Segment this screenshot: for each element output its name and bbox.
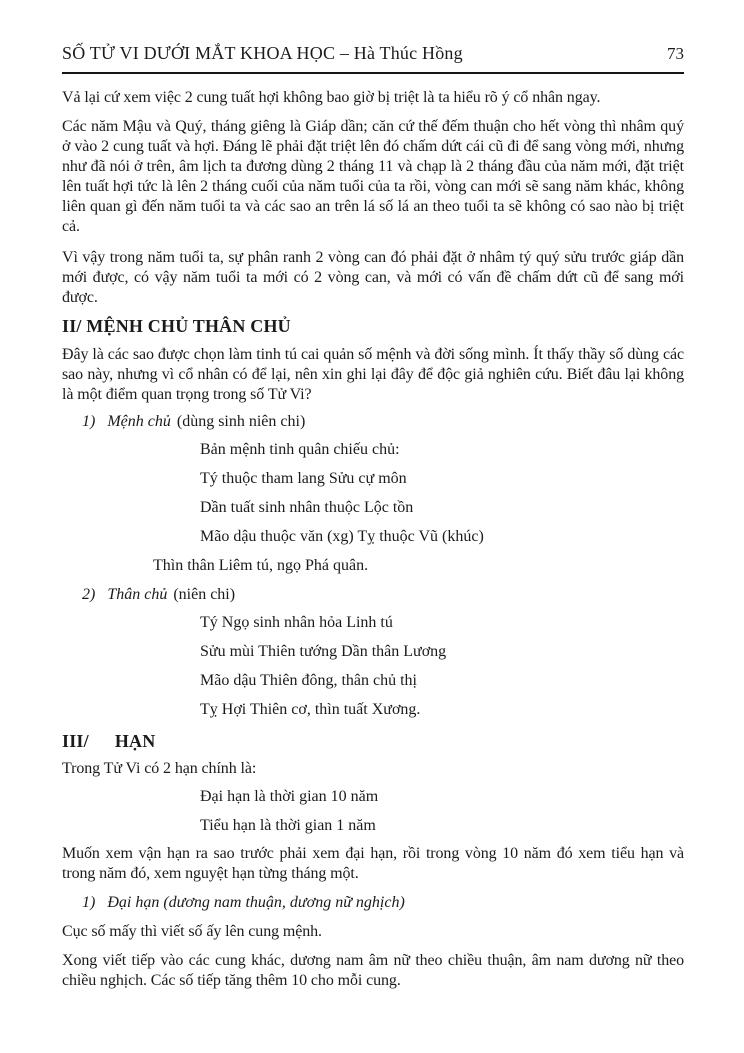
section-number: III/ — [62, 731, 89, 751]
section3-paragraph-3: Xong viết tiếp vào các cung khác, dương nam âm nữ theo chiều thuận, âm nam dương nữ theo chiều nghịch. Các số tiếp tăng thêm 10 cho mỗi cung. — [62, 952, 684, 989]
section3-paragraph-1: Muốn xem vận hạn ra sao trước phải xem đại hạn, rồi trong vòng 10 năm đó xem tiểu hạn và trong năm đó, xem nguyệt hạn từng tháng một. — [62, 845, 684, 882]
list-item-note: (dùng sinh niên chi) — [176, 413, 306, 430]
paragraph-2: Các năm Mậu và Quý, tháng giêng là Giáp dần; căn cứ thế đếm thuận cho hết vòng thì nhâm quý ở vào 2 cung tuất và hợi. Đáng lẽ phải đặt triệt lên đó chấm dứt cái cũ đi để sang vòng mới, nhưng như đã nói ở trên, âm lịch ta đương dùng 2 tháng 11 và chạp là 2 tháng đầu của năm mới, đặt triệt lên tuất hợi tức là lên 2 tháng cuối của năm tuổi của ta rồi, vòng can mới sẽ sang năm khác, không liên quan gì đến năm tuổi ta và các sao an trên lá số lá an theo tuổi ta sẽ không có sao nào bị triệt cả. — [62, 118, 684, 235]
list-item-title: Mệnh chủ — [107, 413, 171, 430]
list-item-number: 1) — [82, 894, 96, 911]
section-title: HẠN — [114, 731, 156, 751]
verse-line: Thìn thân Liêm tú, ngọ Phá quân. — [153, 557, 369, 574]
verse-line: Dần tuất sinh nhân thuộc Lộc tồn — [200, 499, 414, 516]
verse-line: Đại hạn là thời gian 10 năm — [200, 788, 379, 805]
paragraph-3: Vì vậy trong năm tuổi ta, sự phân ranh 2 vòng can đó phải đặt ở nhâm tý quý sửu trước giáp dần mới được, có vậy năm tuổi ta mới có 2 vòng can, và mới có vấn đề chấm dứt cũ để sang mới được. — [62, 249, 684, 306]
verse-line: Mão dậu Thiên đông, thân chủ thị — [200, 672, 417, 689]
section3-paragraph-2: Cục số mấy thì viết số ấy lên cung mệnh. — [62, 923, 322, 940]
list-item-than-chu — [62, 585, 684, 605]
verse-line: Bản mệnh tinh quân chiếu chủ: — [200, 441, 400, 458]
verse-line: Sửu mùi Thiên tướng Dần thân Lương — [200, 643, 447, 660]
list-item-menh-chu — [62, 412, 684, 432]
verse-line: Tý thuộc tham lang Sửu cự môn — [200, 470, 407, 487]
page-number: 73 — [667, 44, 684, 63]
verse-line: Mão dậu thuộc văn (xg) Tỵ thuộc Vũ (khúc) — [200, 528, 484, 545]
list-item-number: 2) — [82, 586, 96, 603]
list-item-note: (niên chi) — [173, 586, 236, 603]
list-item-title: Đại hạn (dương nam thuận, dương nữ nghịch) — [107, 894, 405, 911]
list-item-dai-han — [62, 893, 684, 913]
header-rule — [62, 72, 684, 74]
list-item-number: 1) — [82, 413, 96, 430]
verse-line: Tý Ngọ sinh nhân hỏa Linh tú — [200, 614, 393, 631]
verse-line: Tỵ Hợi Thiên cơ, thìn tuất Xương. — [200, 701, 421, 718]
section-heading-3 — [62, 729, 684, 753]
verse-line: Tiểu hạn là thời gian 1 năm — [200, 817, 376, 834]
section3-intro: Trong Tử Vi có 2 hạn chính là: — [62, 760, 257, 777]
running-title: SỐ TỬ VI DƯỚI MẮT KHOA HỌC – Hà Thúc Hồng — [62, 43, 463, 63]
section2-intro: Đây là các sao được chọn làm tinh tú cai quản số mệnh và đời sống mình. Ít thấy thầy số dùng các sao này, nhưng vì cổ nhân có để lại, nên xin ghi lại đây để độc giả nghiên cứu. Biết đâu lại không là một điểm quan trọng trong số Tử Vi? — [62, 346, 684, 403]
section-heading-2: II/ MỆNH CHỦ THÂN CHỦ — [62, 316, 291, 336]
running-header — [62, 42, 684, 65]
paragraph-1: Vả lại cứ xem việc 2 cung tuất hợi không bao giờ bị triệt là ta hiểu rõ ý cổ nhân ngay. — [62, 89, 601, 106]
list-item-title: Thân chủ — [107, 586, 168, 603]
